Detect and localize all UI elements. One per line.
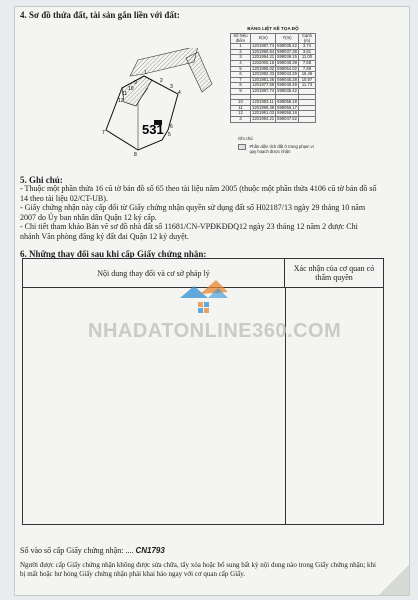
coord-cell: 599035.42 xyxy=(277,43,297,49)
parcel-number: 531 xyxy=(142,122,164,137)
notes-block xyxy=(20,184,378,242)
coord-cell: 599045.28 xyxy=(277,76,297,82)
coord-cell: 599054.02 xyxy=(277,65,297,71)
coord-cell: 3.74 xyxy=(298,44,315,50)
coord-cell xyxy=(298,116,315,122)
coord-cell: 6 xyxy=(231,72,251,78)
coord-header: Y(m) xyxy=(276,34,299,44)
coord-cell: 1202000.16 xyxy=(252,59,275,65)
footnote: Người được cấp Giấy chứng nhận không được sửa chữa, tẩy xóa hoặc bổ sung bất kỳ nội dung nào trong Giấy chứng nhận; khi bị mất hoặc hư hỏng Giấy chứng nhận phải khai báo ngay với cơ quan cấp Giấy. xyxy=(20,561,376,578)
legend-swatch xyxy=(238,144,246,150)
coord-cell: 599056.17 xyxy=(277,104,297,110)
coord-cell: 1201981.26 xyxy=(252,76,275,82)
coord-cell: 4 xyxy=(231,60,251,66)
point-label: 10 xyxy=(128,86,134,92)
coord-cell: 1201977.69 xyxy=(252,82,275,88)
coord-cell: 10 xyxy=(231,100,251,106)
watermark-text: NHADATONLINE360.COM xyxy=(88,320,342,342)
section5-title: 5. Ghi chú: xyxy=(20,175,63,185)
plan-legend xyxy=(238,136,318,154)
coord-cell: 1201990.84 xyxy=(252,48,275,54)
point-label: 3 xyxy=(170,84,173,90)
parcel-plan xyxy=(78,48,234,160)
page-curl xyxy=(379,565,409,595)
registry-label: Số vào sổ cấp Giấy chứng nhận: .... xyxy=(20,546,134,555)
changes-col-right: Xác nhận của cơ quan có thẩm quyền xyxy=(293,264,375,282)
coord-cell: 599039.15 xyxy=(277,54,297,60)
coordinate-table xyxy=(230,26,316,123)
coord-cell: 1201995.02 xyxy=(252,65,275,71)
coord-cell: 3.81 xyxy=(298,49,315,55)
note-line: - Chi tiết tham khảo Bản vẽ sơ đồ nhà đất số 11681/CN-VPĐKĐĐQ12 ngày 23 tháng 12 năm 2 được Chi nhánh Văn phòng đăng ký đất đai Quận 12 ký duyệt. xyxy=(20,222,358,241)
coord-cell: 3 xyxy=(231,55,251,61)
coord-cell: 11 xyxy=(231,105,251,111)
coord-cell: 7 xyxy=(231,77,251,83)
coord-cell: 599048.38 xyxy=(277,59,297,65)
road-strip-right xyxy=(186,52,212,92)
point-label: 2 xyxy=(160,78,163,84)
coord-cell: 7.69 xyxy=(298,66,315,72)
coord-cell: 1201996.39 xyxy=(252,104,275,110)
coord-cell: 1201991.03 xyxy=(252,110,275,116)
watermark-house-icon xyxy=(178,276,230,318)
coord-header: Số hiệu điểm xyxy=(231,34,251,44)
coordinate-table-title: BẢNG LIỆT KÊ TỌA ĐỘ xyxy=(247,26,299,31)
coord-header: Cạnh (m) xyxy=(298,34,315,44)
coord-header: X(m) xyxy=(251,34,276,44)
changes-col-left: Nội dung thay đổi và cơ sở pháp lý xyxy=(23,259,285,287)
coord-cell: 1201993.11 xyxy=(252,99,274,105)
coord-cell: 11.00 xyxy=(298,55,315,61)
coord-cell: 3 xyxy=(231,116,251,122)
coord-cell: 1201987.74 xyxy=(252,43,275,49)
coord-cell: 8 xyxy=(231,83,251,89)
point-label: 9 xyxy=(134,80,137,86)
coord-cell: 1201994.21 xyxy=(252,115,275,121)
coord-cell: 599058.18 xyxy=(277,110,297,116)
note-line: - Giấy chứng nhận này cấp đổi từ Giấy chứng nhận quyền sử dụng đất số H02187/13 ngày 29 tháng 10 năm 2007 do Ủy ban nhân dân Quận 12 ký cấp. xyxy=(20,203,366,222)
registry-number: CN1793 xyxy=(135,546,165,555)
note-line: - Thuộc một phần thửa 16 cũ tờ bản đồ số 65 theo tài liệu năm 2005 (thuộc một phần thửa 4106 cũ tờ bản đồ số 14 theo tài liệu 02/CT-UB). xyxy=(20,184,377,203)
coord-cell: 11.73 xyxy=(298,83,315,89)
point-label: 5 xyxy=(168,132,171,138)
coord-cell: 599049.49 xyxy=(277,82,297,88)
point-label: 8 xyxy=(134,152,137,158)
point-label: 4 xyxy=(178,90,181,96)
coord-cell: 12 xyxy=(231,111,251,117)
coord-cell: 10.97 xyxy=(298,77,315,83)
point-label: 12 xyxy=(118,98,124,104)
coord-cell: 1201994.21 xyxy=(252,54,275,60)
point-label: 1 xyxy=(144,70,147,76)
coord-cell: 9 xyxy=(231,88,251,94)
legend-title: Ghi chú: xyxy=(238,136,254,141)
coord-cell: 7.68 xyxy=(298,60,315,66)
coord-cell: 5 xyxy=(231,66,251,72)
point-label: 11 xyxy=(122,91,128,97)
coord-cell: 2 xyxy=(231,49,251,55)
section4-title: 4. Sơ đồ thửa đất, tài sản gắn liền với đất: xyxy=(20,10,180,20)
legend-text: Phần diện tích đất ở trong phạm vi quy hoạch được nhận xyxy=(249,144,314,154)
section6-title: 6. Những thay đổi sau khi cấp Giấy chứng nhận: xyxy=(20,249,207,259)
registry-line xyxy=(20,546,165,555)
coord-cell: 599058.18 xyxy=(277,99,297,105)
coord-cell: 1201987.74 xyxy=(252,87,275,93)
coord-cell: 599047.52 xyxy=(277,115,297,121)
coord-cell: 16.46 xyxy=(298,72,315,78)
point-label: 7 xyxy=(102,130,105,136)
coord-row xyxy=(231,116,316,122)
coord-cell: 599035.42 xyxy=(277,87,297,93)
coord-cell: 1 xyxy=(231,44,251,50)
coord-cell: 599037.38 xyxy=(277,48,297,54)
point-label: 6 xyxy=(170,124,173,130)
coord-cell: 1201992.33 xyxy=(252,71,275,77)
coord-cell: 599043.29 xyxy=(277,71,297,77)
